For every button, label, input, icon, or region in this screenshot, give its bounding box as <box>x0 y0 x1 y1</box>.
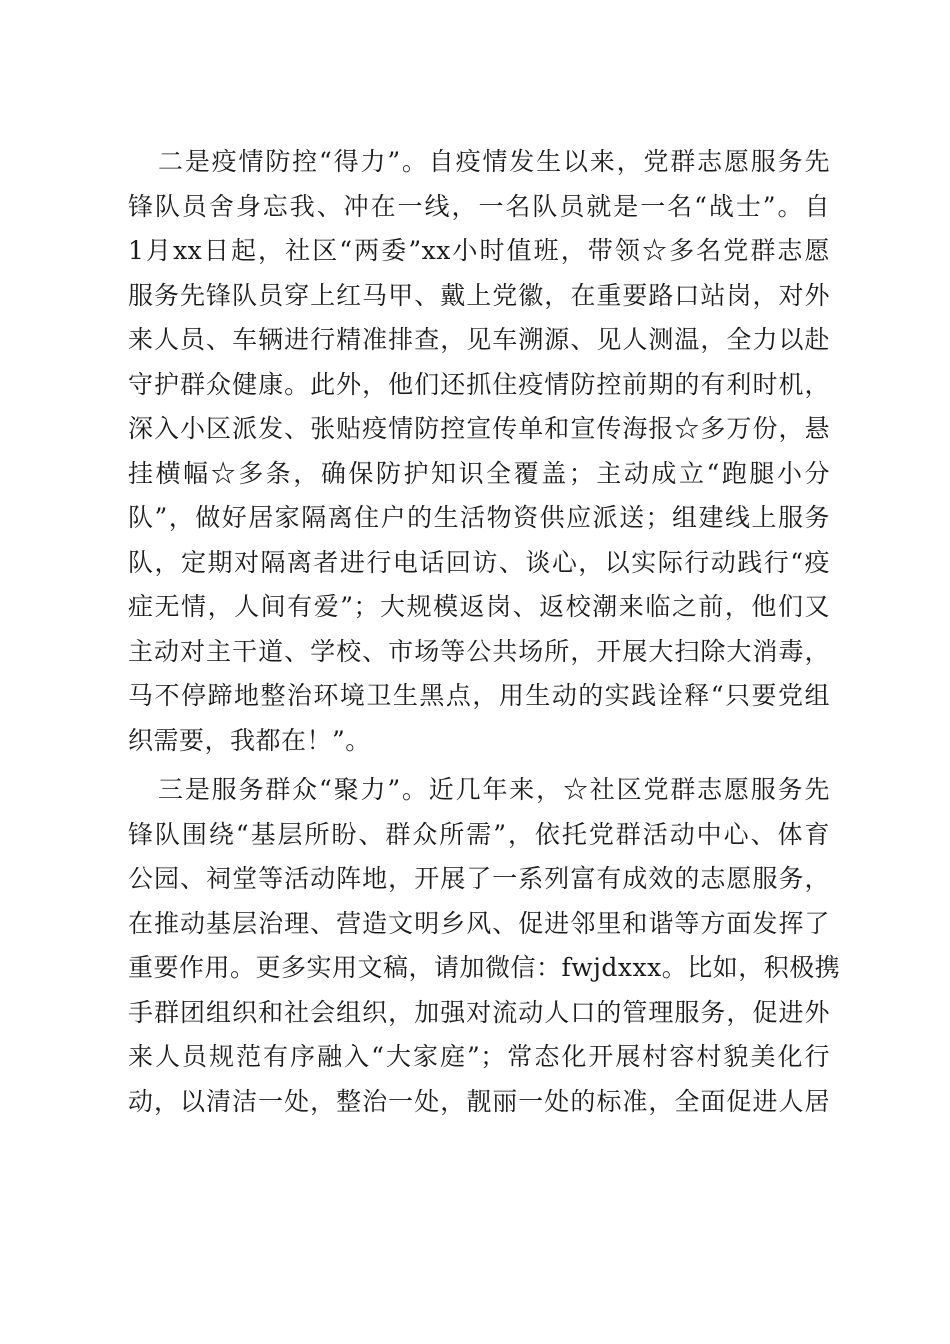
paragraph-line: 来人员规范有序融入“大家庭”；常态化开展村容村貌美化行 <box>128 1042 830 1071</box>
paragraph-line: 来人员、车辆进行精准排查，见车溯源、见人测温，全力以赴 <box>128 325 830 354</box>
paragraph-line: 队，定期对隔离者进行电话回访、谈心，以实际行动践行“疫 <box>128 547 830 577</box>
paragraph-line: 锋队围绕“基层所盼、群众所需”，依托党群活动中心、体育 <box>128 819 830 849</box>
paragraph-line: 守护群众健康。此外，他们还抓住疫情防控前期的有利时机， <box>128 369 830 399</box>
paragraph-line: 主动对主干道、学校、市场等公共场所，开展大扫除大消毒， <box>128 636 830 666</box>
paragraph-line: 在推动基层治理、营造文明乡风、促进邻里和谐等方面发挥了 <box>128 908 830 938</box>
paragraph-line: 马不停蹄地整治环境卫生黑点，用生动的实践诠释“只要党组 <box>128 681 830 710</box>
paragraph-line: 锋队员舍身忘我、冲在一线，一名队员就是一名“战士”。自 <box>128 191 830 221</box>
paragraph-line: 织需要，我都在！”。 <box>128 725 371 755</box>
paragraph-line: 1月xx日起，社区“两委”xx小时值班，带领☆多名党群志愿 <box>128 236 830 265</box>
paragraph-line: 挂横幅☆多条，确保防护知识全覆盖；主动成立“跑腿小分 <box>128 458 830 488</box>
paragraph-line: 症无情，人间有爱”；大规模返岗、返校潮来临之前，他们又 <box>128 592 830 621</box>
paragraph-line: 手群团组织和社会组织，加强对流动人口的管理服务，促进外 <box>128 997 830 1027</box>
paragraph-serving-masses <box>128 768 841 1124</box>
paragraph-line: 服务先锋队员穿上红马甲、戴上党徽，在重要路口站岗，对外 <box>128 280 830 310</box>
paragraph-epidemic-control <box>128 140 830 763</box>
paragraph-line: 队”，做好居家隔离住户的生活物资供应派送；组建线上服务 <box>128 503 830 532</box>
paragraph-line: 二是疫情防控“得力”。自疫情发生以来，党群志愿服务先 <box>158 147 830 176</box>
paragraph-line: 重要作用。更多实用文稿，请加微信：fwjdxxx。比如，积极携 <box>128 953 841 982</box>
paragraph-line: 公园、祠堂等活动阵地，开展了一系列富有成效的志愿服务， <box>128 864 830 893</box>
paragraph-line: 深入小区派发、张贴疫情防控宣传单和宣传海报☆多万份，悬 <box>128 414 830 443</box>
paragraph-line: 动，以清洁一处，整治一处，靓丽一处的标准，全面促进人居 <box>128 1086 830 1116</box>
paragraph-line: 三是服务群众“聚力”。近几年来，☆社区党群志愿服务先 <box>158 775 830 804</box>
